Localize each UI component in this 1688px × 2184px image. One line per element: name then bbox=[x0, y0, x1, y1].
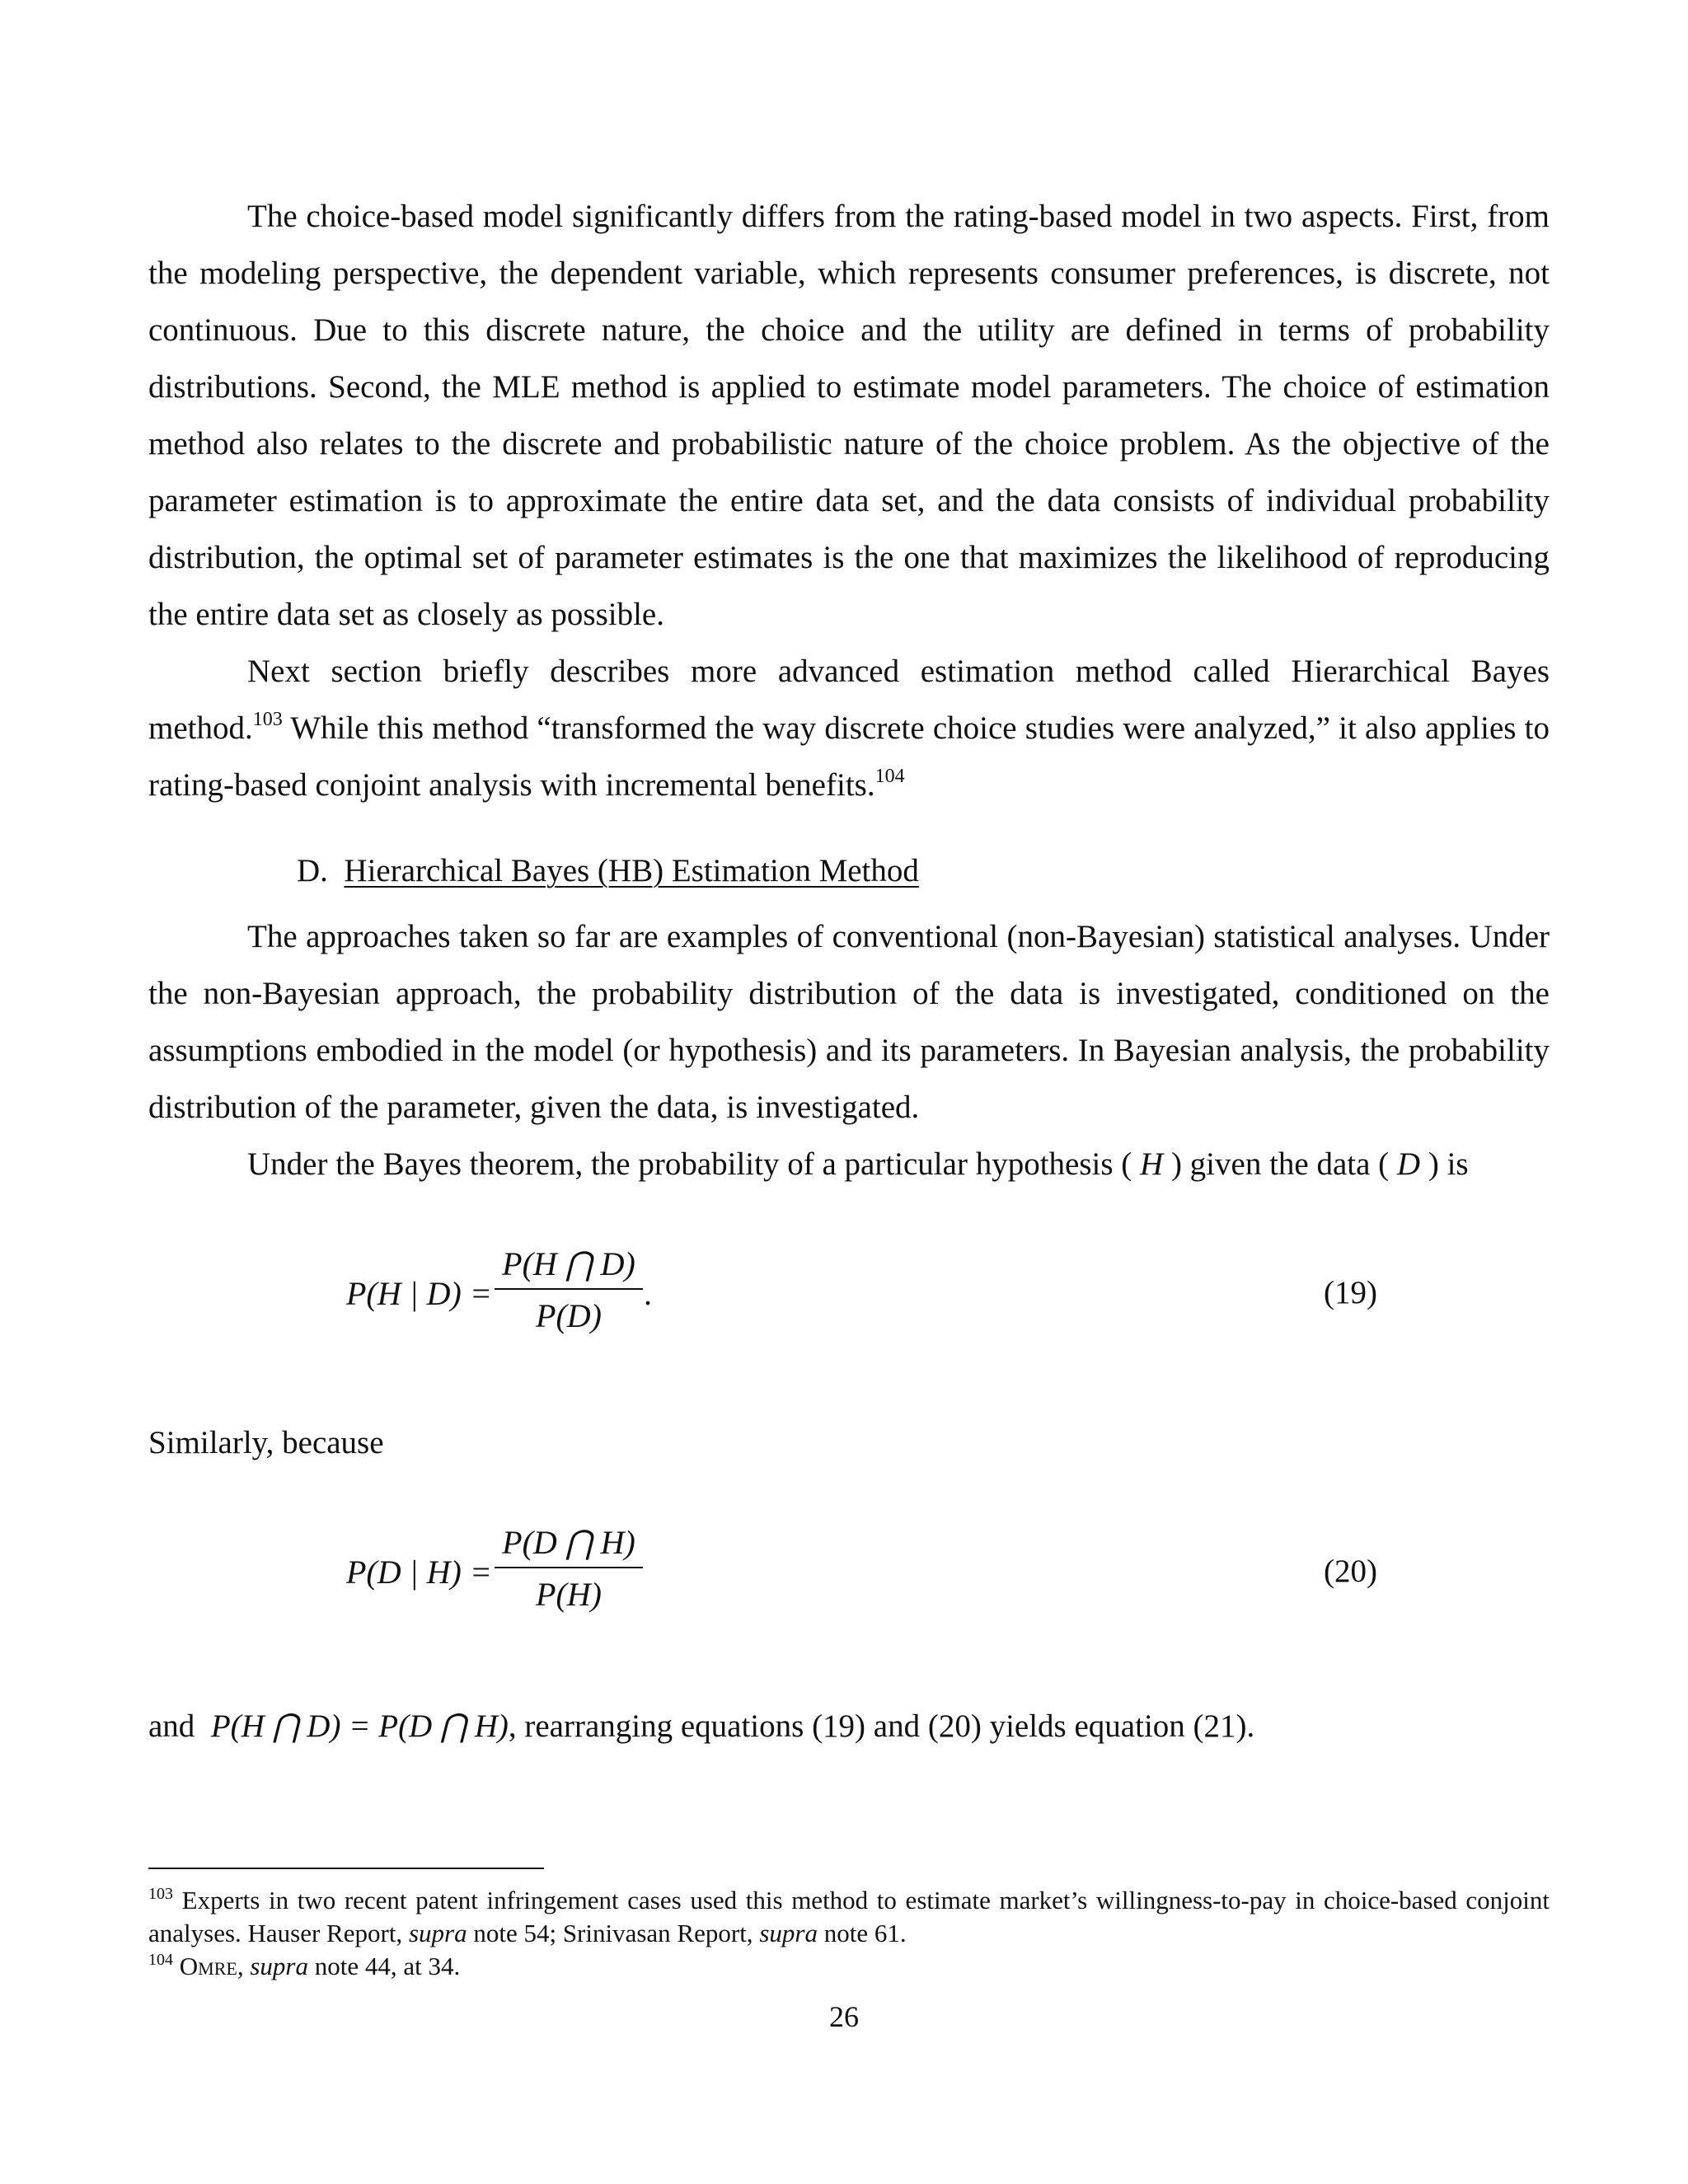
footnote-103-number: 103 bbox=[148, 1885, 173, 1903]
footnote-103-supra-2: supra bbox=[759, 1919, 818, 1947]
and-line-rest: , rearranging equations (19) and (20) yields equation (21). bbox=[508, 1708, 1255, 1744]
equation-19-lhs: P(H | D) = bbox=[346, 1275, 492, 1312]
footnote-103-text-c: note 61. bbox=[817, 1919, 907, 1947]
footnotes bbox=[148, 1884, 1550, 1983]
footnote-103-supra-1: supra bbox=[408, 1919, 467, 1947]
equation-19-denominator: P(D) bbox=[536, 1297, 602, 1334]
footnote-104-supra: supra bbox=[250, 1952, 308, 1980]
bayes-text-b: ) given the data ( bbox=[1170, 1146, 1390, 1182]
equation-20-denominator: P(H) bbox=[536, 1576, 602, 1613]
equation-19-number: (19) bbox=[1324, 1275, 1377, 1310]
symbol-d: D bbox=[1396, 1146, 1421, 1182]
footnote-104-text: note 44, at 34. bbox=[307, 1952, 461, 1980]
symbol-h: H bbox=[1140, 1146, 1164, 1182]
paragraph-choice-based-model: The choice-based model significantly differs from the rating-based model in two aspects. First, from the modeling perspective, the dependent variable, which represents consumer preferences, is discrete, not continuous. Due to this discrete nature, the choice and the utility are defined in terms of probability distributions. Second, the MLE method is applied to estimate model parameters. The choice of estimation method also relates to the discrete and probabilistic nature of the choice problem. As the objective of the parameter estimation is to approximate the entire data set, and the data consists of individual probability distribution, the optimal set of parameter estimates is the one that maximizes the likelihood of reproducing the entire data set as closely as possible. bbox=[148, 199, 1550, 632]
equation-19-period: . bbox=[645, 1275, 653, 1312]
equation-19-fraction bbox=[495, 1244, 643, 1335]
footnote-103-text-b: note 54; Srinivasan Report, bbox=[467, 1919, 760, 1947]
similarly-line: Similarly, because bbox=[148, 1425, 384, 1460]
and-line-word: and bbox=[148, 1708, 195, 1744]
equation-20-numerator: P(D ⋂ H) bbox=[502, 1524, 635, 1561]
paragraph-bayes-theorem bbox=[148, 1136, 1550, 1193]
paragraph-next-section-text-2: While this method “transformed the way discrete choice studies were analyzed,” it also applies to rating-based conjoint analysis with incremental benefits. bbox=[148, 710, 1550, 803]
body-section-bayes bbox=[148, 908, 1550, 1193]
bayes-text-a: Under the Bayes theorem, the probability of a particular hypothesis ( bbox=[247, 1146, 1132, 1182]
equation-20-fraction bbox=[495, 1523, 643, 1614]
paragraph-conventional-approaches: The approaches taken so far are examples of conventional (non-Bayesian) statistical analyses. Under the non-Bayesian approach, the probability distribution of the data is investigated, conditioned on the assumptions embodied in the model (or hypothesis) and its parameters. In Bayesian analysis, the probability distribution of the parameter, given the data, is investigated. bbox=[148, 919, 1550, 1125]
footnote-ref-104[interactable]: 104 bbox=[874, 766, 905, 787]
footnote-103 bbox=[148, 1884, 1550, 1950]
inline-equation: P(H ⋂ D) = P(D ⋂ H) bbox=[210, 1708, 509, 1744]
page-number: 26 bbox=[829, 2000, 859, 2033]
body-section-top bbox=[148, 188, 1550, 813]
paragraph-next-section bbox=[148, 643, 1550, 813]
equation-19-fraction-bar bbox=[495, 1288, 643, 1290]
footnote-103-text-a: Experts in two recent patent infringement cases used this method to estimate market’s willingness-to-pay in choice-based conjoint analyses. Hauser Report, bbox=[148, 1886, 1550, 1947]
equation-20-lhs: P(D | H) = bbox=[346, 1554, 492, 1591]
equation-19-numerator: P(H ⋂ D) bbox=[502, 1245, 635, 1282]
bayes-text-c: ) is bbox=[1428, 1146, 1469, 1182]
section-heading-title: Hierarchical Bayes (HB) Estimation Method bbox=[344, 853, 919, 888]
paragraph-next-section-text: Next section briefly describes more advanced estimation method called Hierarchical Bayes method. bbox=[148, 654, 1550, 746]
footnote-ref-103[interactable]: 103 bbox=[252, 709, 283, 730]
footnote-104-comma: , bbox=[237, 1952, 251, 1980]
section-heading-label: D. bbox=[297, 853, 328, 888]
equation-20-fraction-bar bbox=[495, 1567, 643, 1568]
footnote-separator bbox=[148, 1868, 544, 1869]
footnote-104-number: 104 bbox=[148, 1951, 173, 1969]
equation-20-number: (20) bbox=[1324, 1554, 1377, 1589]
footnote-104-author: Omre bbox=[173, 1952, 237, 1980]
footnote-104 bbox=[148, 1950, 1550, 1983]
and-line bbox=[148, 1698, 1254, 1755]
section-heading bbox=[297, 842, 919, 899]
